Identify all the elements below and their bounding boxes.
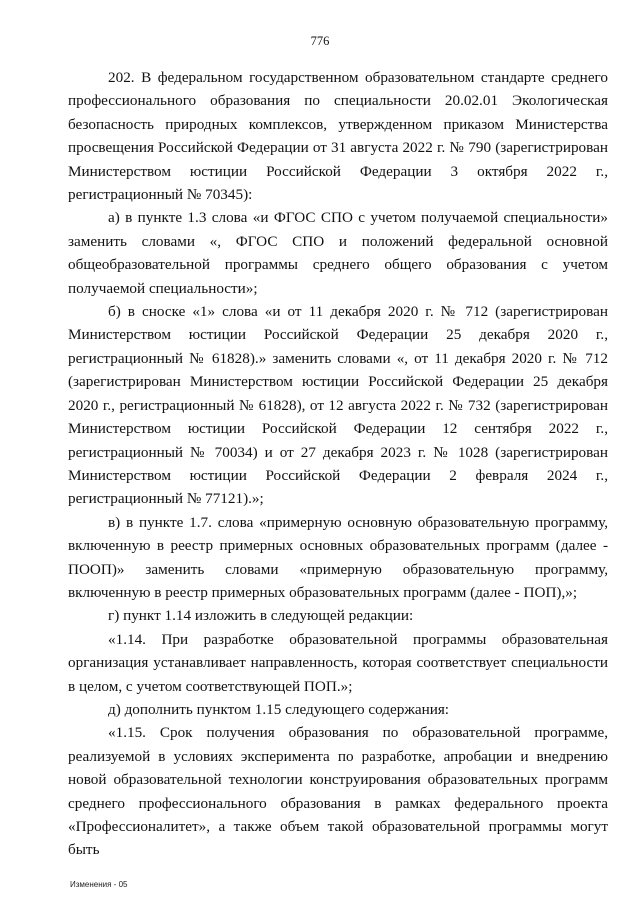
paragraph-g: г) пункт 1.14 изложить в следующей редакции: (108, 607, 414, 625)
paragraph-v: в) в пункте 1.7. слова «примерную основную образовательную программу, включенную в реестр примерных основных образовательных программ (далее - ПООП)» заменить словами «примерную образовательную программу, включенную в реестр примерных образовательных программ (далее - ПОП),»; (68, 513, 608, 601)
paragraph-a: а) в пункте 1.3 слова «и ФГОС СПО с учетом получаемой специальности» заменить словами «, ФГОС СПО и положений федеральной основной общеобразовательной программы среднего общего образования с учетом получаемой специальности»; (68, 209, 608, 297)
paragraph-1-15: «1.15. Срок получения образования по образовательной программе, реализуемой в условиях эксперимента по разработке, апробации и внедрению новой образовательной технологии конструирования образовательных программ среднего профессионального образования в рамках федерального проекта «Профессионалитет», а также объем такой образовательной программы могут быть (68, 724, 608, 859)
paragraph-b: б) в сноске «1» слова «и от 11 декабря 2020 г. № 712 (зарегистрирован Министерством юстиции Российской Федерации 25 декабря 2020 г., регистрационный № 61828).» заменить словами «, от 11 декабря 2020 г. № 712 (зарегистрирован Министерством юстиции Российской Федерации 25 декабря 2020 г., регистрационный № 61828), от 12 августа 2022 г. № 732 (зарегистрирован Министерством юстиции Российской Федерации 12 сентября 2022 г., регистрационный № 70034) и от 27 декабря 2023 г. № 1028 (зарегистрирован Министерством юстиции Российской Федерации 2 февраля 2024 г., регистрационный № 77121).»; (68, 303, 608, 508)
paragraph-202: 202. В федеральном государственном образовательном стандарте среднего профессионального образования по специальности 20.02.01 Экологическая безопасность природных комплексов, утвержденном приказом Министерства просвещения Российской Федерации от 31 августа 2022 г. № 790 (зарегистрирован Министерством юстиции Российской Федерации 3 октября 2022 г., регистрационный № 70345): (68, 69, 608, 204)
paragraph-d: д) дополнить пунктом 1.15 следующего содержания: (108, 700, 450, 718)
paragraph-1-14: «1.14. При разработке образовательной программы образовательная организация устанавливает направленность, которая соответствует специальности в целом, с учетом соответствующей ПОП.»; (68, 630, 608, 695)
page-number: 776 (310, 34, 330, 48)
document-body (68, 66, 608, 862)
footer-note: Изменения - 05 (70, 880, 128, 889)
